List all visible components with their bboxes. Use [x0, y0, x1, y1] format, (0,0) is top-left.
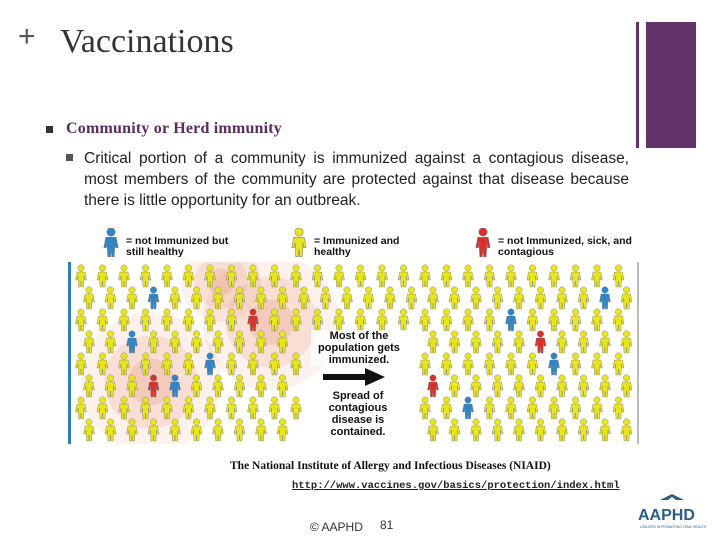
immunized-person-icon — [621, 331, 632, 353]
immunized-person-icon — [213, 419, 224, 441]
immunized-person-icon — [355, 265, 366, 287]
immunized-person-icon — [269, 397, 280, 419]
immunized-person-icon — [570, 309, 581, 331]
immunized-person-icon — [385, 287, 396, 309]
immunized-person-icon — [449, 375, 460, 397]
immunized-person-icon — [428, 331, 439, 353]
immunized-person-icon — [342, 287, 353, 309]
immunized-person-icon — [84, 287, 95, 309]
slide-title: Vaccinations — [60, 23, 234, 60]
immunized-person-icon — [514, 375, 525, 397]
unimmunized-person-icon — [549, 353, 560, 375]
immunized-person-icon — [441, 353, 452, 375]
immunized-person-icon — [557, 331, 568, 353]
legend-red-label: = not Immunized, sick, and contagious — [498, 235, 632, 258]
immunized-person-icon — [363, 287, 374, 309]
immunized-person-icon — [492, 419, 503, 441]
immunized-person-icon — [420, 309, 431, 331]
immunized-person-icon — [592, 353, 603, 375]
immunized-person-icon — [97, 265, 108, 287]
unimmunized-person-icon — [463, 397, 474, 419]
immunized-person-icon — [514, 287, 525, 309]
immunized-person-icon — [420, 397, 431, 419]
immunized-person-icon — [492, 331, 503, 353]
legend-blue-label: = not Immunized but still healthy — [126, 235, 229, 258]
immunized-person-icon — [449, 287, 460, 309]
unimmunized-person-icon — [506, 309, 517, 331]
immunized-person-icon — [226, 397, 237, 419]
immunized-person-icon — [484, 353, 495, 375]
immunized-person-icon — [621, 375, 632, 397]
herd-immunity-figure — [68, 262, 639, 444]
immunized-person-icon — [514, 419, 525, 441]
immunized-person-icon — [549, 397, 560, 419]
immunized-person-icon — [527, 309, 538, 331]
immunized-person-icon — [492, 287, 503, 309]
immunized-person-icon — [506, 265, 517, 287]
source-caption: The National Institute of Allergy and Infectious Diseases (NIAID) — [230, 460, 551, 472]
immunized-person-icon — [592, 265, 603, 287]
accent-bar-thick — [646, 22, 696, 148]
immunized-person-icon — [84, 419, 95, 441]
immunized-person-icon — [441, 309, 452, 331]
immunized-person-icon — [484, 265, 495, 287]
immunized-person-icon — [420, 353, 431, 375]
immunized-person-icon — [398, 309, 409, 331]
figure-message-top: Most of the population gets immunized. — [311, 330, 407, 366]
immunized-person-icon — [506, 353, 517, 375]
immunized-person-icon — [234, 419, 245, 441]
immunized-person-icon — [334, 265, 345, 287]
immunized-person-icon — [578, 331, 589, 353]
immunized-person-icon — [484, 309, 495, 331]
source-link[interactable]: http://www.vaccines.gov/basics/protection/index.html — [292, 480, 620, 492]
sick-person-icon — [535, 331, 546, 353]
immunized-person-icon — [463, 353, 474, 375]
immunized-person-icon — [527, 265, 538, 287]
immunized-person-icon — [492, 375, 503, 397]
immunized-person-icon — [570, 265, 581, 287]
immunized-person-icon — [578, 287, 589, 309]
immunized-person-icon — [140, 265, 151, 287]
immunized-person-icon — [600, 375, 611, 397]
bullet-square-icon — [46, 126, 53, 133]
immunized-person-icon — [105, 287, 116, 309]
immunized-person-icon — [600, 331, 611, 353]
immunized-person-icon — [600, 419, 611, 441]
immunized-person-icon — [119, 265, 130, 287]
immunized-person-icon — [621, 287, 632, 309]
immunized-person-icon — [406, 287, 417, 309]
immunized-person-icon — [506, 397, 517, 419]
immunized-person-icon — [557, 419, 568, 441]
immunized-person-icon — [621, 419, 632, 441]
immunized-person-icon — [527, 397, 538, 419]
immunized-person-icon — [162, 265, 173, 287]
immunized-person-icon — [449, 331, 460, 353]
immunized-person-icon — [377, 265, 388, 287]
legend-yellow-label: = Immunized and healthy — [314, 235, 400, 258]
immunized-person-icon — [248, 397, 259, 419]
aaphd-logo — [636, 494, 718, 540]
immunized-person-icon — [527, 353, 538, 375]
immunized-person-icon — [76, 265, 87, 287]
plus-icon: + — [18, 20, 36, 53]
immunized-person-icon — [398, 265, 409, 287]
immunized-person-icon — [592, 309, 603, 331]
immunized-person-icon — [557, 375, 568, 397]
immunized-person-icon — [428, 419, 439, 441]
red-person-icon — [470, 228, 496, 260]
logo-tagline: LEADERS IN PROMOTING ORAL HEALTH — [640, 525, 707, 529]
immunized-person-icon — [441, 265, 452, 287]
immunized-person-icon — [549, 265, 560, 287]
immunized-person-icon — [613, 397, 624, 419]
immunized-person-icon — [170, 287, 181, 309]
immunized-person-icon — [428, 287, 439, 309]
immunized-person-icon — [76, 309, 87, 331]
immunized-person-icon — [471, 331, 482, 353]
immunized-person-icon — [578, 419, 589, 441]
immunized-person-icon — [484, 397, 495, 419]
immunized-person-icon — [377, 309, 388, 331]
immunized-person-icon — [355, 309, 366, 331]
immunized-person-icon — [613, 309, 624, 331]
immunized-person-icon — [420, 265, 431, 287]
immunized-person-icon — [549, 309, 560, 331]
unimmunized-person-icon — [148, 287, 159, 309]
immunized-person-icon — [463, 265, 474, 287]
accent-bar-thin — [636, 22, 639, 148]
sick-person-icon — [428, 375, 439, 397]
immunized-person-icon — [277, 419, 288, 441]
immunized-person-icon — [127, 287, 138, 309]
arrow-right-icon — [323, 368, 385, 386]
page-number: 81 — [380, 518, 394, 532]
immunized-person-icon — [570, 353, 581, 375]
bullet-square-icon — [66, 154, 73, 161]
immunized-person-icon — [97, 309, 108, 331]
logo-text: AAPHD — [638, 507, 695, 524]
immunized-person-icon — [592, 397, 603, 419]
unimmunized-person-icon — [600, 287, 611, 309]
immunized-person-icon — [613, 353, 624, 375]
immunized-person-icon — [449, 419, 460, 441]
immunized-person-icon — [570, 397, 581, 419]
immunized-person-icon — [613, 265, 624, 287]
footer-copyright: © AAPHD — [310, 520, 363, 534]
immunized-person-icon — [578, 375, 589, 397]
immunized-person-icon — [256, 419, 267, 441]
yellow-person-icon — [286, 228, 312, 260]
immunized-person-icon — [535, 375, 546, 397]
immunized-person-icon — [441, 397, 452, 419]
immunized-person-icon — [291, 397, 302, 419]
immunized-person-icon — [514, 331, 525, 353]
immunized-person-icon — [535, 287, 546, 309]
immunized-person-icon — [471, 419, 482, 441]
logo-roof-icon — [660, 494, 684, 500]
blue-person-icon — [98, 228, 124, 260]
immunized-person-icon — [471, 287, 482, 309]
figure-message-bottom: Spread of contagious disease is contained. — [317, 390, 399, 438]
bullet-level1: Community or Herd immunity — [66, 120, 283, 137]
immunized-person-icon — [557, 287, 568, 309]
bullet-level2: Critical portion of a community is immunized against a contagious disease, most members of the community are protected against that disease because there is little opportunity for an outbreak. — [84, 150, 629, 209]
immunized-person-icon — [535, 419, 546, 441]
immunized-person-icon — [471, 375, 482, 397]
immunized-person-icon — [463, 309, 474, 331]
